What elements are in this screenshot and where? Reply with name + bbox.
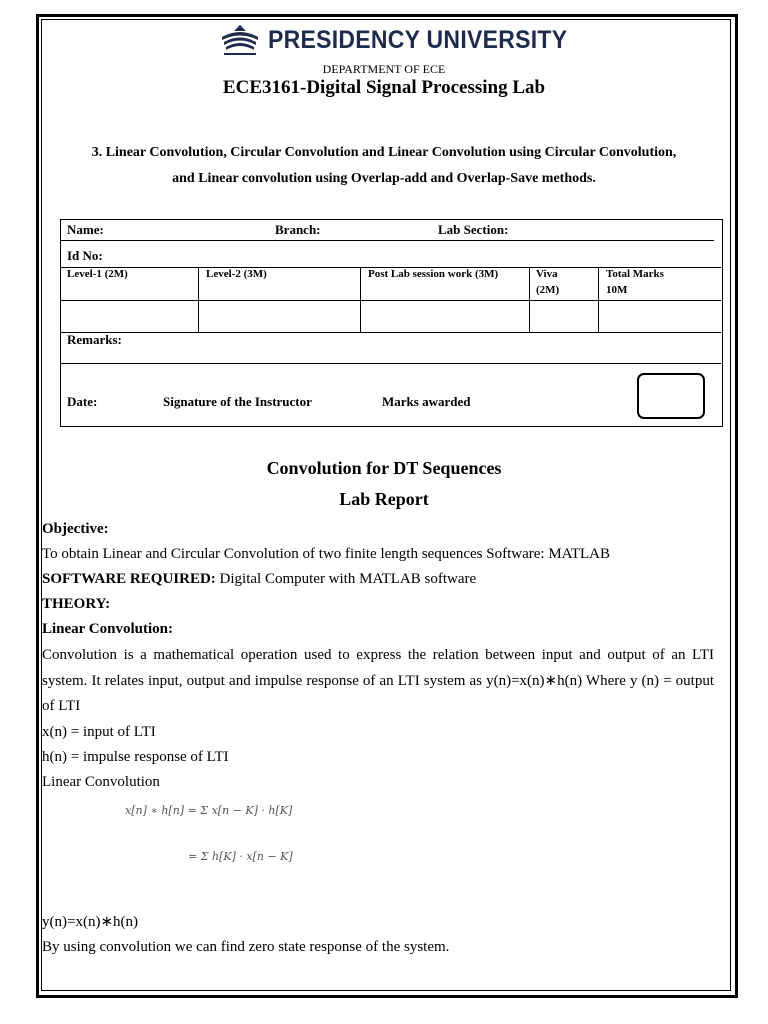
zero-state-text: By using convolution we can find zero state response of the system. (42, 939, 450, 955)
objective-text: To obtain Linear and Circular Convolution of two finite length sequences Software: MATLAB (42, 546, 610, 562)
lab-section-label: Lab Section: (438, 222, 509, 237)
col-divider-1 (198, 267, 199, 332)
experiment-title (46, 140, 722, 192)
header-row-divider (60, 300, 721, 301)
linear-convolution-label: Linear Convolution (42, 774, 160, 790)
yn-equation: y(n)=x(n)∗h(n) (42, 914, 138, 930)
theory-label: THEORY: (42, 596, 111, 612)
university-logo (218, 20, 568, 60)
department-label: DEPARTMENT OF ECE (322, 62, 446, 76)
university-emblem-icon (218, 23, 262, 57)
name-label: Name: (67, 222, 104, 237)
col-divider-3 (529, 267, 530, 332)
remarks-label: Remarks: (67, 332, 122, 347)
experiment-line-2: and Linear convolution using Overlap-add and Overlap-Save methods. (172, 171, 596, 186)
equation-line-1: x[n] ∗ h[n] = Σ x[n − K] · h[K] (125, 804, 293, 817)
hn-definition: h(n) = impulse response of LTI (42, 749, 229, 765)
course-title: ECE3161-Digital Signal Processing Lab (222, 77, 546, 98)
software-text: Digital Computer with MATLAB software (215, 571, 477, 587)
objective-label: Objective: (42, 521, 109, 537)
convolution-equation (120, 798, 360, 886)
xn-definition: x(n) = input of LTI (42, 724, 156, 740)
theory-paragraph: Convolution is a mathematical operation used to express the relation between input and output of an LTI system. It relates input, output and impulse response of an LTI system as y(n)=x(n)∗h(n) Where y (n) = output of LTI (42, 647, 714, 714)
remarks-row-divider (60, 363, 721, 364)
marks-awarded-label: Marks awarded (382, 394, 471, 409)
post-lab-header: Post Lab session work (3M) (368, 268, 499, 280)
branch-label: Branch: (275, 222, 321, 237)
software-label: SOFTWARE REQUIRED: (42, 571, 216, 587)
name-row-divider (60, 240, 714, 241)
total-marks-value: 10M (606, 284, 628, 296)
report-title: Convolution for DT Sequences (266, 458, 502, 478)
software-line (42, 567, 714, 592)
equation-line-2: = Σ h[K] · x[n − K] (188, 850, 293, 863)
date-label: Date: (67, 394, 98, 409)
report-subtitle: Lab Report (339, 489, 429, 509)
level1-header: Level-1 (2M) (67, 268, 128, 280)
signature-label: Signature of the Instructor (163, 394, 312, 409)
viva-header: Viva (536, 268, 558, 280)
col-divider-2 (360, 267, 361, 332)
id-no-label: Id No: (67, 248, 103, 263)
col-divider-4 (598, 267, 599, 332)
marks-row-divider (60, 332, 721, 333)
experiment-line-1: 3. Linear Convolution, Circular Convolution and Linear Convolution using Circular Convolution, (91, 145, 677, 160)
total-marks-header: Total Marks (606, 268, 664, 280)
linear-convolution-heading: Linear Convolution: (42, 621, 173, 637)
logo-text: PRESIDENCY UNIVERSITY (268, 25, 568, 54)
marks-awarded-box (637, 373, 705, 419)
viva-marks: (2M) (536, 284, 560, 296)
level2-header: Level-2 (3M) (206, 268, 267, 280)
